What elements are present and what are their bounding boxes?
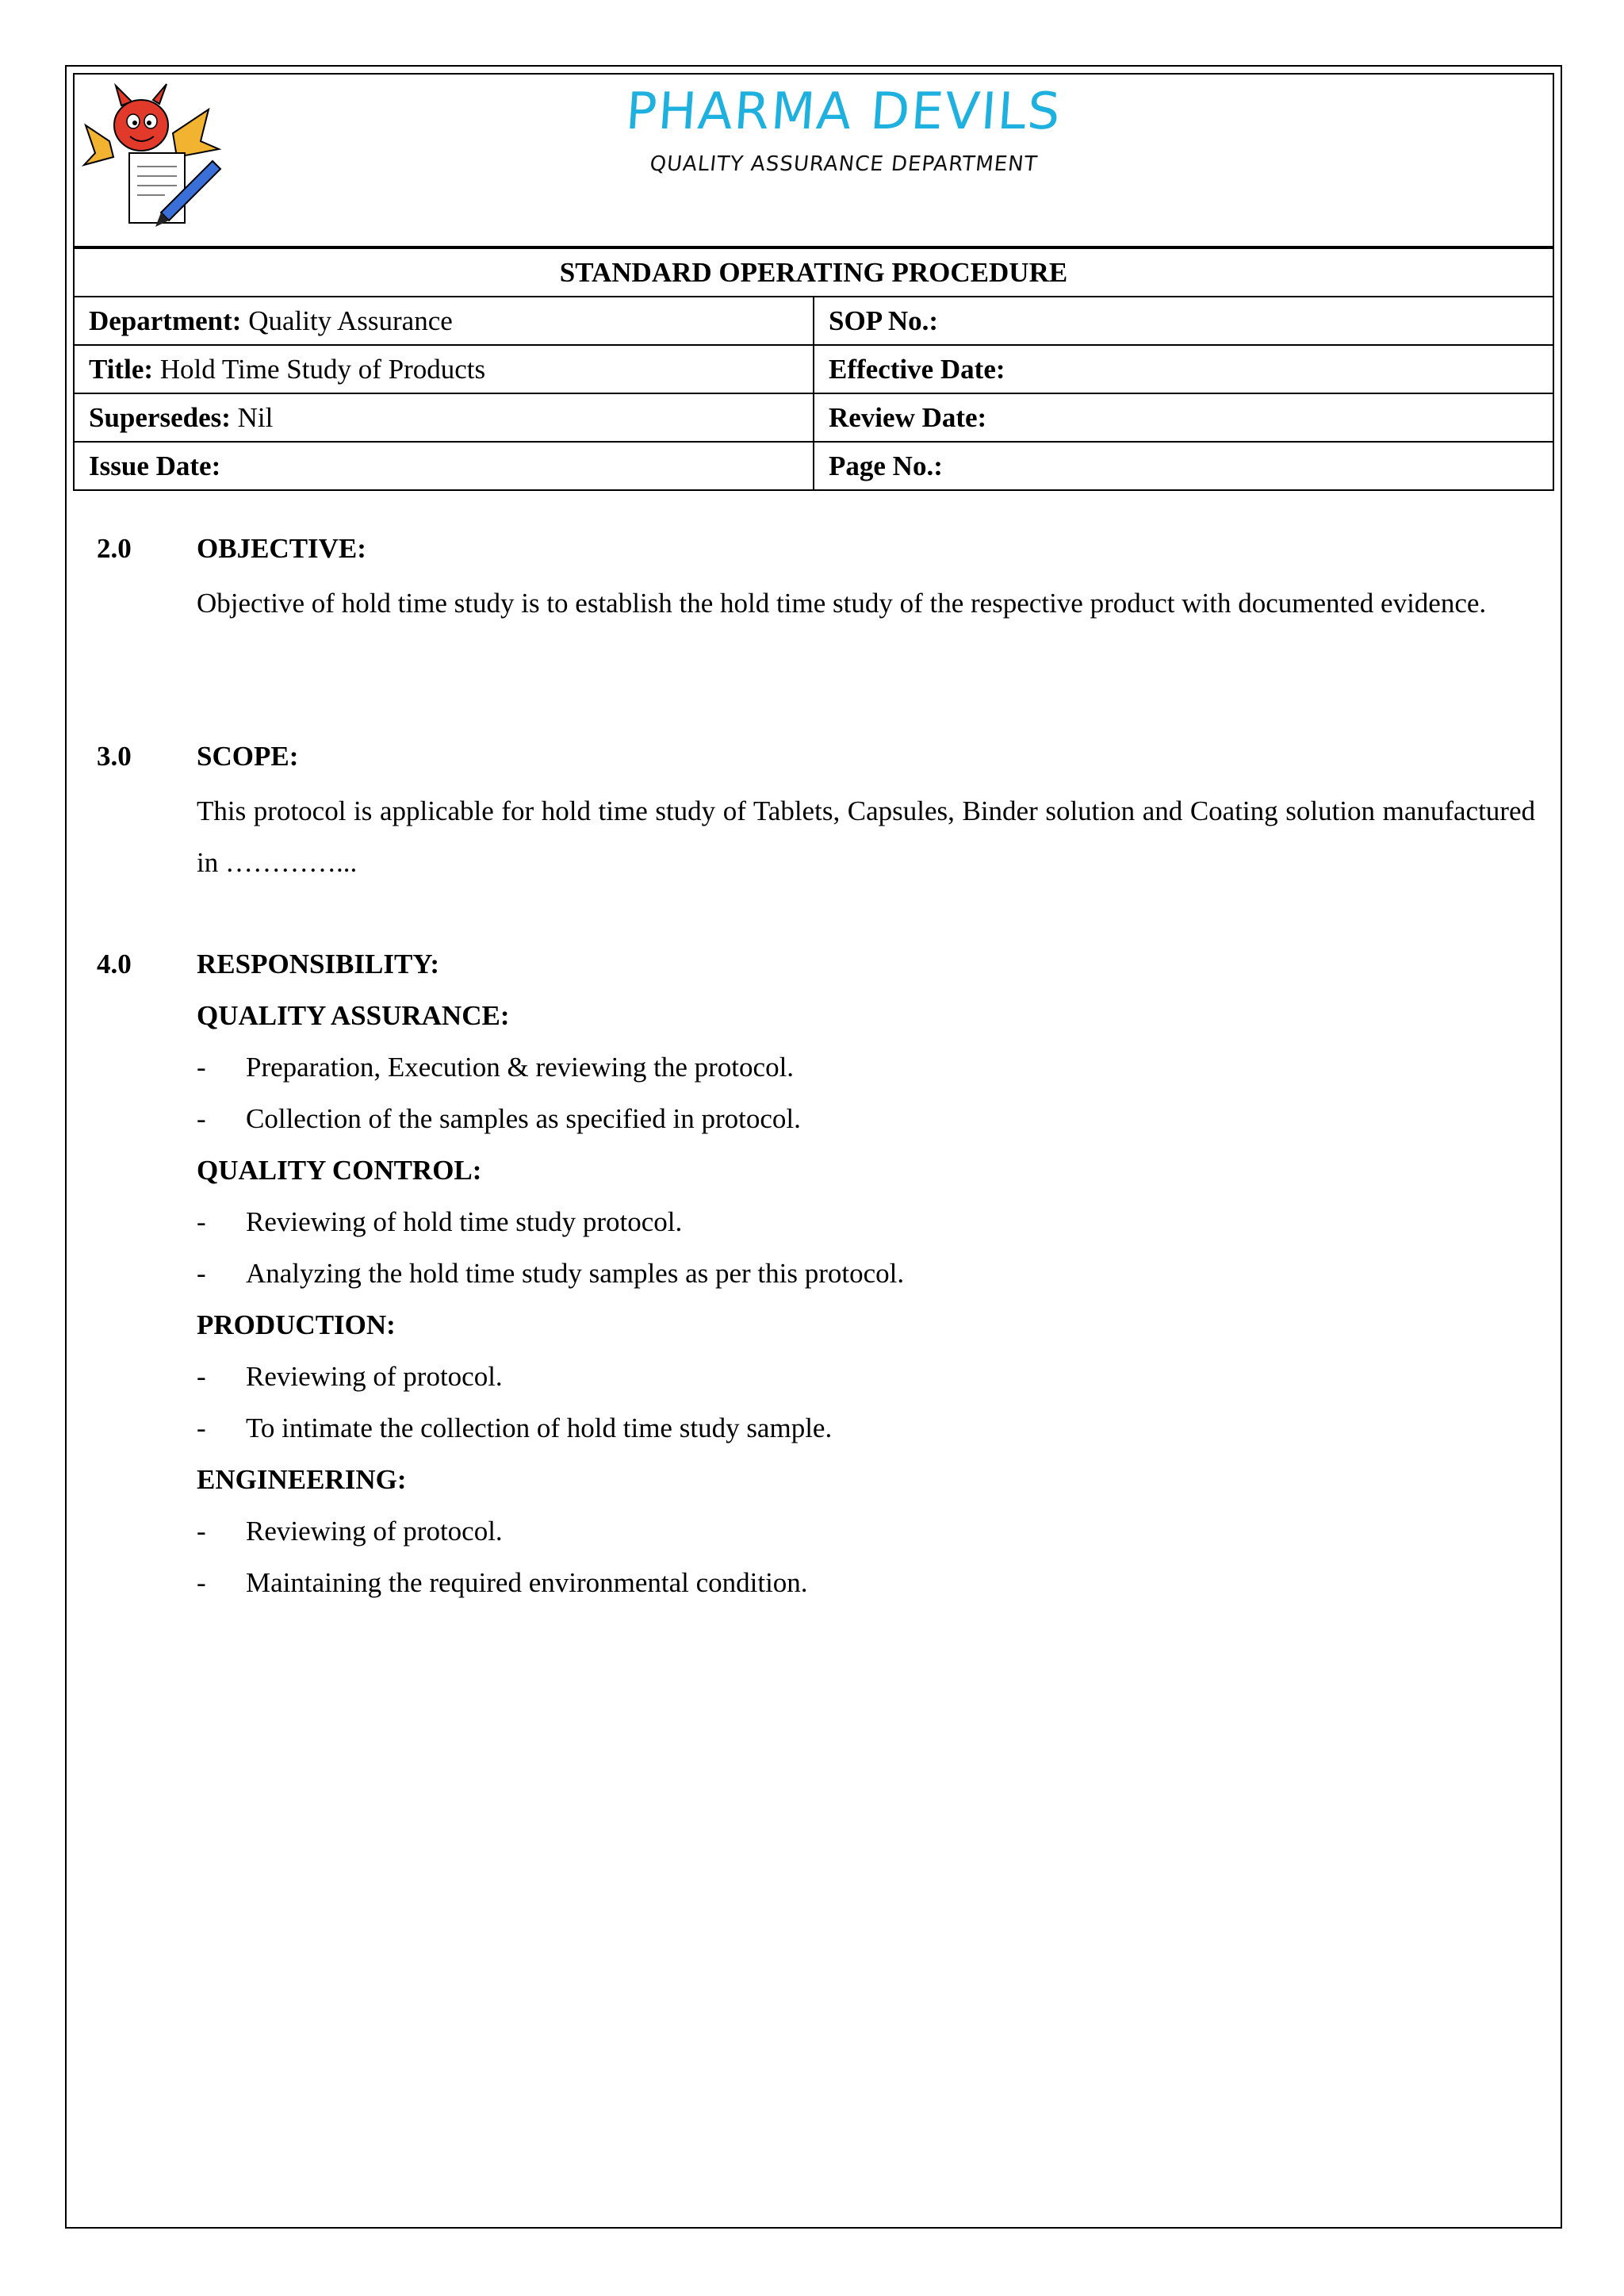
list-item: To intimate the collection of hold time study sample. (246, 1412, 833, 1443)
sop-heading: STANDARD OPERATING PROCEDURE (74, 248, 1553, 297)
bullet-dash: - (197, 1567, 206, 1598)
page-no-label: Page No.: (814, 442, 1553, 490)
supersedes-label: Supersedes: (89, 401, 231, 433)
objective-text: Objective of hold time study is to establish the hold time study of the respective product with documented evidence. (197, 588, 1487, 619)
supersedes-cell (74, 393, 814, 442)
review-date-label: Review Date: (814, 393, 1553, 442)
subhead-engineering: ENGINEERING: (197, 1464, 407, 1495)
section-number: 2.0 (97, 533, 132, 564)
bullet-dash: - (197, 1258, 206, 1289)
sop-header-table (73, 247, 1554, 491)
list-item: Collection of the samples as specified in protocol. (246, 1103, 801, 1134)
supersedes-value: Nil (237, 401, 274, 433)
bullet-dash: - (197, 1052, 206, 1083)
section-title-responsibility: RESPONSIBILITY: (197, 949, 440, 979)
section-number: 4.0 (97, 949, 132, 979)
effective-date-label: Effective Date: (814, 345, 1553, 393)
sop-no-label: SOP No.: (814, 297, 1553, 345)
issue-date-label: Issue Date: (89, 450, 221, 481)
brand-title: PHARMA DEVILS (623, 82, 1064, 141)
subhead-quality-control: QUALITY CONTROL: (197, 1155, 482, 1186)
bullet-dash: - (197, 1361, 206, 1392)
bullet-dash: - (197, 1103, 206, 1134)
subhead-production: PRODUCTION: (197, 1309, 396, 1340)
issue-date-cell (74, 442, 814, 490)
section-title-scope: SCOPE: (197, 741, 299, 772)
subhead-quality-assurance: QUALITY ASSURANCE: (197, 1000, 510, 1031)
department-cell (74, 297, 814, 345)
bullet-dash: - (197, 1412, 206, 1443)
list-item: Reviewing of protocol. (246, 1361, 503, 1392)
title-label: Title: (89, 353, 154, 385)
title-cell (74, 345, 814, 393)
list-item: Preparation, Execution & reviewing the protocol. (246, 1052, 795, 1083)
scope-text: This protocol is applicable for hold time study of Tablets, Capsules, Binder solution and Coating solution manufactured in …………... (197, 795, 1535, 878)
bullet-dash: - (197, 1206, 206, 1237)
section-title-objective: OBJECTIVE: (197, 533, 366, 564)
department-label: Department: (89, 305, 242, 336)
title-value: Hold Time Study of Products (159, 353, 486, 385)
section-number: 3.0 (97, 741, 132, 772)
department-value: Quality Assurance (248, 305, 453, 336)
list-item: Reviewing of hold time study protocol. (246, 1206, 683, 1237)
brand-subtitle: QUALITY ASSURANCE DEPARTMENT (648, 152, 1040, 176)
bullet-dash: - (197, 1516, 206, 1547)
list-item: Analyzing the hold time study samples as per this protocol. (246, 1258, 905, 1289)
list-item: Maintaining the required environmental condition. (246, 1567, 808, 1598)
list-item: Reviewing of protocol. (246, 1516, 503, 1547)
